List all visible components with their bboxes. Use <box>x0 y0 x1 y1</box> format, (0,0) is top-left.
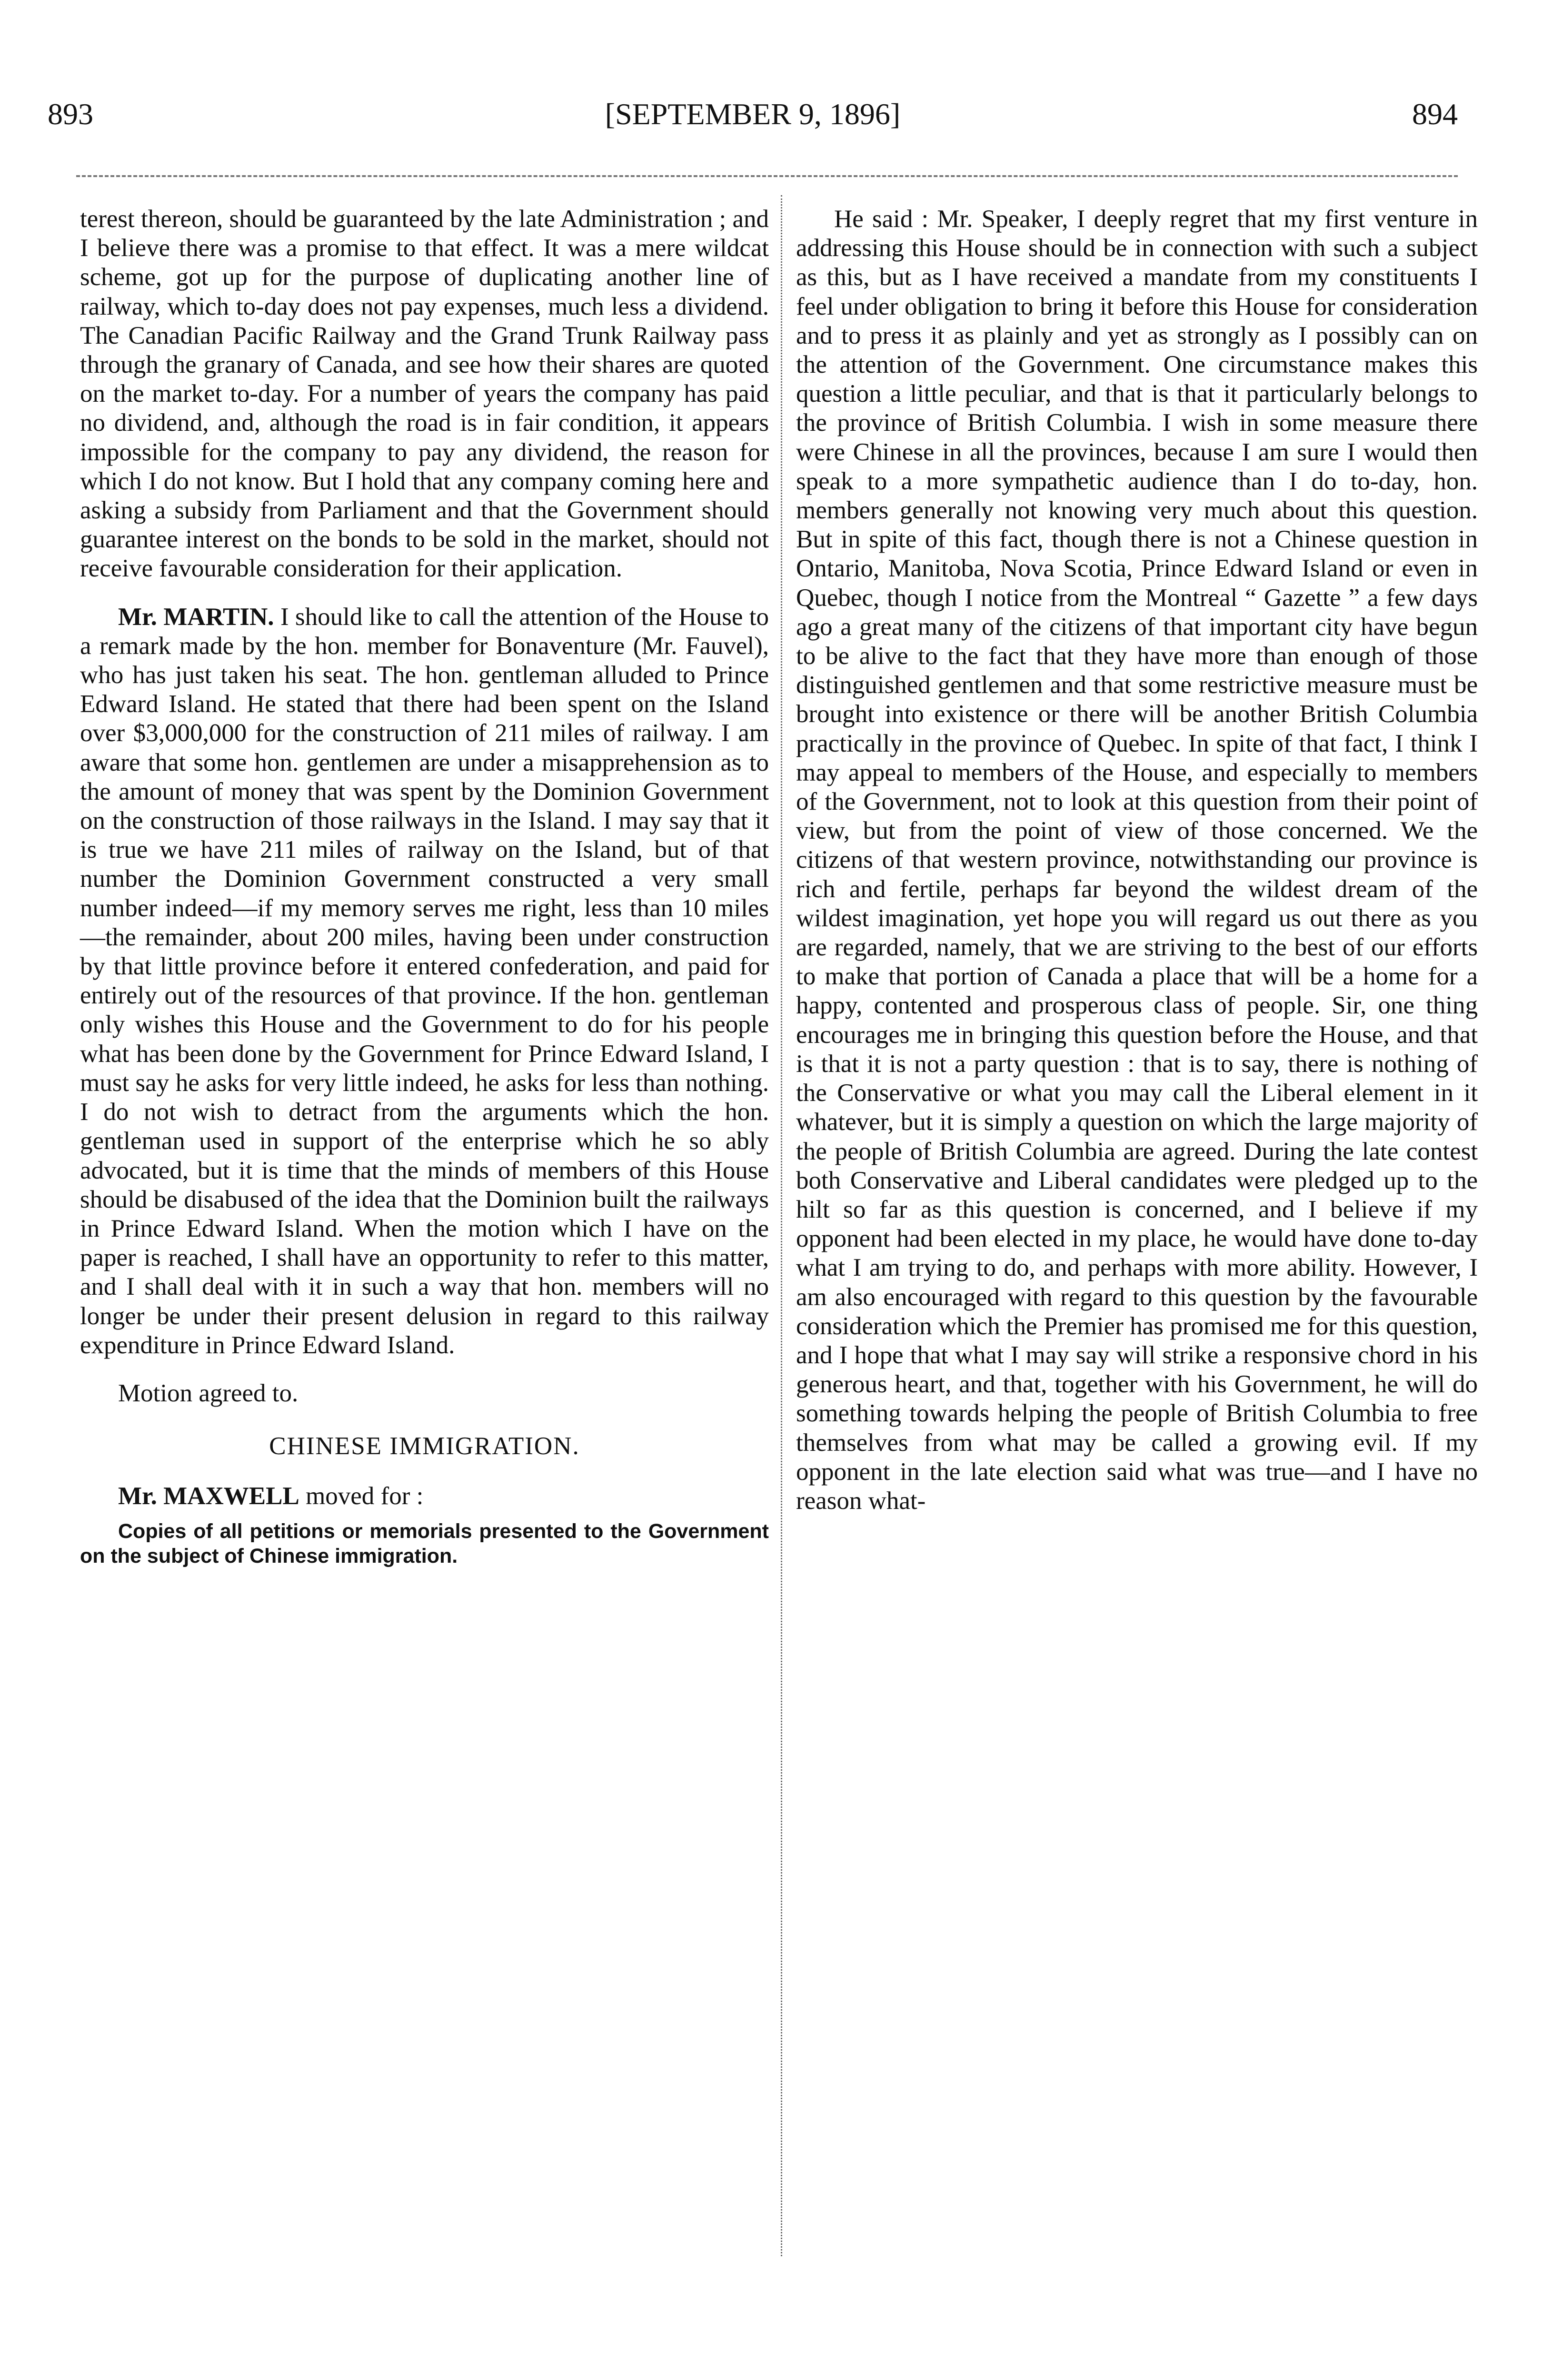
speaker-name: Mr. MAXWELL <box>118 1482 299 1510</box>
column-divider <box>781 195 782 2256</box>
paragraph-martin <box>80 603 769 1360</box>
page-number-left: 893 <box>48 97 93 131</box>
speech-text: I should like to call the attention of the House to a remark made by the hon. member for Bonaventure (Mr. Fauvel), who has just taken his seat. The hon. gentleman alluded to Prince Edward Island. He stated that there had been spent on the Island over $3,000,000 for the construction of 211 miles of railway. I am aware that some hon. gentlemen are under a misapprehension as to the amount of money that was spent by the Dominion Government on the construction of those railways in the Island. I may say that it is true we have 211 miles of railway on the Island, but of that number the Dominion Government constructed a very small number indeed—if my memory serves me right, less than 10 miles—the remainder, about 200 miles, having been under construction by that little province before it entered confederation, and paid for entirely out of the resources of that province. If the hon. gentleman only wishes this House and the Government to do for his people what has been done by the Government for Prince Edward Island, I must say he asks for very little indeed, he asks for less than nothing. I do not wish to detract from the arguments which the hon. gentleman used in support of the enterprise which he so ably advocated, but it is time that the minds of members of this House should be disabused of the idea that the Dominion built the railways in Prince Edward Island. When the motion which I have on the paper is reached, I shall have an opportunity to refer to this matter, and I shall deal with it in such a way that hon. members will no longer be under their present delusion in regard to this railway expenditure in Prince Edward Island. <box>80 603 769 1359</box>
motion-text: Copies of all petitions or memorials presented to the Government on the subject of Chinese immigration. <box>80 1519 769 1567</box>
page-header <box>48 93 1458 136</box>
page-number-right: 894 <box>1412 97 1458 131</box>
paragraph-maxwell-speech: He said : Mr. Speaker, I deeply regret that my first venture in addressing this House should be in connection with such a subject as this, but as I have received a mandate from my constituents I feel under obligation to bring it before this House for consideration and to press it as plainly and yet as strongly as I possibly can on the attention of the Government. One circumstance makes this question a little peculiar, and that is that it particularly belongs to the province of British Columbia. I wish in some measure there were Chinese in all the provinces, because I am sure I would then speak to a more sympathetic audience than I do to-day, hon. members generally not knowing very much about this question. But in spite of this fact, though there is not a Chinese question in Ontario, Manitoba, Nova Scotia, Prince Edward Island or even in Quebec, though I notice from the Montreal “ Gazette ” a few days ago a great many of the citizens of that important city have begun to be alive to the fact that they have more than enough of those distinguished gentlemen and that some restrictive measure must be brought into existence or there will be another British Columbia practically in the province of Quebec. In spite of that fact, I think I may appeal to members of the House, and especially to members of the Government, not to look at this question from their point of view, but from the point of view of those concerned. We the citizens of that western province, notwithstanding our province is rich and fertile, perhaps far beyond the wildest dream of the wildest imagination, yet hope you will regard us out there as you are regarded, namely, that we are striving to the best of our efforts to make that portion of Canada a place that will be a home for a happy, contented and prosperous class of people. Sir, one thing encourages me in bringing this question before the House, and that is that it is not a party question : that is to say, there is nothing of the Conservative or what you may call the Liberal element in it whatever, but it is simply a question on which the large majority of the people of British Columbia are agreed. During the late contest both Conservative and Liberal candidates were pledged up to the hilt so far as this question is concerned, and I believe if my opponent had been elected in my place, he would have done to-day what I am trying to do, and perhaps with more ability. However, I am also encouraged with regard to this question by the favourable consideration which the Premier has promised me for this question, and I hope that what I may say will strike a responsive chord in his generous heart, and that, together with his Government, he will do something towards helping the people of British Columbia to free themselves from what may be called a growing evil. If my opponent in the late election said what was true—and I have no reason what- <box>796 205 1478 1515</box>
left-column <box>80 205 769 1568</box>
motion-agreed: Motion agreed to. <box>118 1379 299 1407</box>
speech-text: moved for : <box>306 1482 424 1510</box>
paragraph-maxwell <box>80 1482 769 1511</box>
section-heading: CHINESE IMMIGRATION. <box>269 1432 580 1460</box>
right-column <box>796 205 1478 1516</box>
speaker-name: Mr. MARTIN. <box>118 603 274 631</box>
page-date: [SEPTEMBER 9, 1896] <box>605 97 901 131</box>
header-rule <box>76 175 1458 177</box>
paragraph-continuation: terest thereon, should be guaranteed by the late Administration ; and I believe there was a promise to that effect. It was a mere wildcat scheme, got up for the purpose of duplicating another line of railway, which to-day does not pay expenses, much less a dividend. The Canadian Pacific Railway and the Grand Trunk Railway pass through the granary of Canada, and see how their shares are quoted on the market to-day. For a number of years the company has paid no dividend, and, although the road is in fair condition, it appears impossible for the company to pay any dividend, the reason for which I do not know. But I hold that any company coming here and asking a subsidy from Parliament and that the Government should guarantee interest on the bonds to be sold in the market, should not receive favourable consideration for their application. <box>80 205 769 583</box>
